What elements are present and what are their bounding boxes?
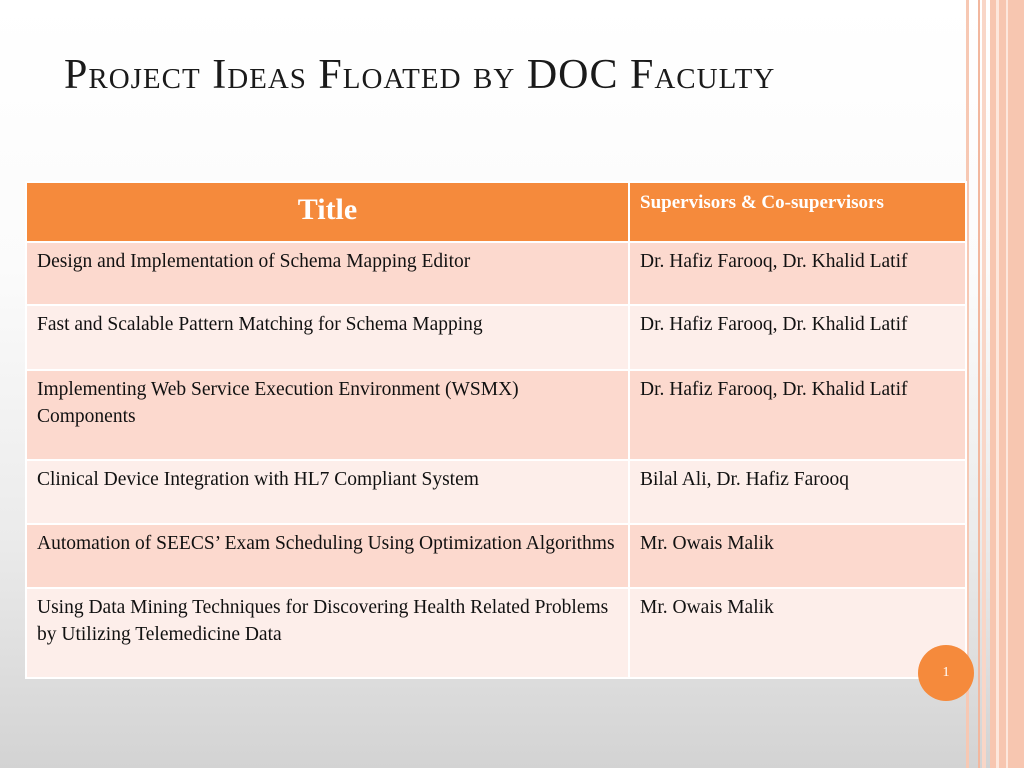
- decorative-right-stripes: [966, 0, 1024, 768]
- supervisor-cell: Mr. Owais Malik: [629, 588, 966, 678]
- header-supervisors: Supervisors & Co-supervisors: [629, 182, 966, 242]
- table-row: [26, 588, 966, 678]
- table-row: [26, 524, 966, 588]
- project-title-cell: Implementing Web Service Execution Environment (WSMX) Components: [26, 370, 629, 460]
- decorative-stripe: [978, 0, 980, 768]
- decorative-stripe: [982, 0, 986, 768]
- supervisor-cell: Dr. Hafiz Farooq, Dr. Khalid Latif: [629, 305, 966, 370]
- project-title-cell: Automation of SEECS’ Exam Scheduling Using Optimization Algorithms: [26, 524, 629, 588]
- slide-title: Project Ideas Floated by DOC Faculty: [64, 52, 776, 98]
- supervisor-cell: Mr. Owais Malik: [629, 524, 966, 588]
- header-title: Title: [26, 182, 629, 242]
- table-row: [26, 370, 966, 460]
- project-table: [25, 181, 967, 679]
- project-title-cell: Clinical Device Integration with HL7 Compliant System: [26, 460, 629, 524]
- supervisor-cell: Dr. Hafiz Farooq, Dr. Khalid Latif: [629, 242, 966, 305]
- decorative-stripe: [1006, 0, 1008, 768]
- slide-number-badge: 1: [918, 645, 974, 701]
- table-row: [26, 305, 966, 370]
- supervisor-cell: Bilal Ali, Dr. Hafiz Farooq: [629, 460, 966, 524]
- project-title-cell: Fast and Scalable Pattern Matching for Schema Mapping: [26, 305, 629, 370]
- table-row: [26, 242, 966, 305]
- decorative-stripe: [996, 0, 999, 768]
- table-row: [26, 460, 966, 524]
- table-header-row: [26, 182, 966, 242]
- project-title-cell: Design and Implementation of Schema Mapping Editor: [26, 242, 629, 305]
- supervisor-cell: Dr. Hafiz Farooq, Dr. Khalid Latif: [629, 370, 966, 460]
- project-table-container: [25, 181, 965, 679]
- project-title-cell: Using Data Mining Techniques for Discovering Health Related Problems by Utilizing Telemedicine Data: [26, 588, 629, 678]
